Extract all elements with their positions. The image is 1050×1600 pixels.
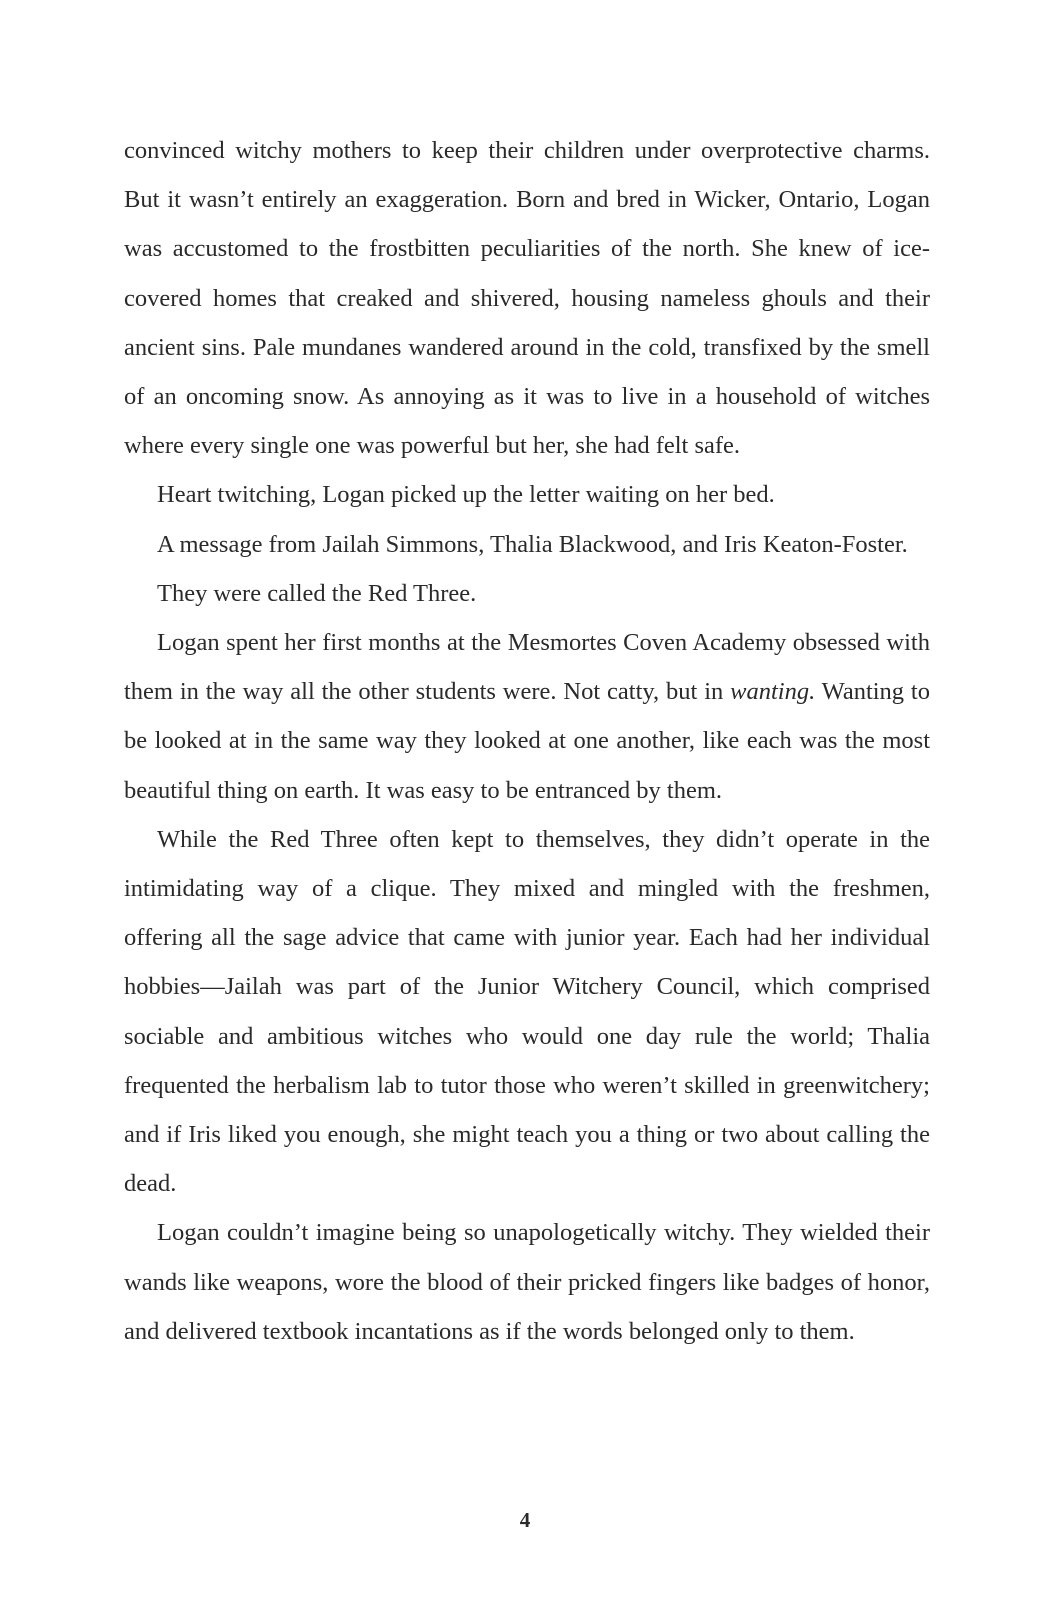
paragraph-message: A message from Jailah Simmons, Thalia Blackwood, and Iris Keaton-Foster. (157, 530, 908, 558)
paragraph-hobbies: While the Red Three often kept to themselves, they didn’t operate in the intimidating way of a clique. They mixed and mingled with the freshmen, offering all the sage advice that came with junior year. Each had her individual hobbies—Jailah was part of the Junior Witchery Council, which comprised sociable and ambitious witches who would one day rule the world; Thalia frequented the herbalism lab to tutor those who weren’t skilled in greenwitchery; and if Iris liked you enough, she might teach you a thing or two about calling the dead. (124, 825, 930, 1198)
paragraph-obsessed-after: Wanting to be looked at in the same way they looked at one another, like each was the most beautiful thing on earth. It was easy to be entranced by them. (124, 678, 930, 804)
body-text (124, 126, 930, 1356)
paragraph-letter: Heart twitching, Logan picked up the letter waiting on her bed. (157, 481, 775, 509)
emphasis-wanting: wanting. (730, 678, 816, 706)
page-number: 4 (519, 1508, 531, 1532)
paragraph-witchy: Logan couldn’t imagine being so unapologetically witchy. They wielded their wands like weapons, wore the blood of their pricked fingers like badges of honor, and delivered textbook incantations as if the words belonged only to them. (124, 1219, 930, 1345)
paragraph-continued: convinced witchy mothers to keep their children under overprotective charms. But it wasn’t entirely an exaggeration. Born and bred in Wicker, Ontario, Logan was accustomed to the frostbitten peculiarities of the north. She knew of ice-covered homes that creaked and shivered, housing nameless ghouls and their ancient sins. Pale mundanes wandered around in the cold, transfixed by the smell of an oncoming snow. As annoying as it was to live in a household of witches where every single one was powerful but her, she had felt safe. (124, 137, 930, 460)
paragraph-obsessed-before: Logan spent her first months at the Mesmortes Coven Academy obsessed with them in the way all the other students were. Not catty, but in (124, 629, 930, 706)
paragraph-red-three: They were called the Red Three. (157, 579, 477, 607)
paragraph-obsessed (124, 618, 930, 815)
